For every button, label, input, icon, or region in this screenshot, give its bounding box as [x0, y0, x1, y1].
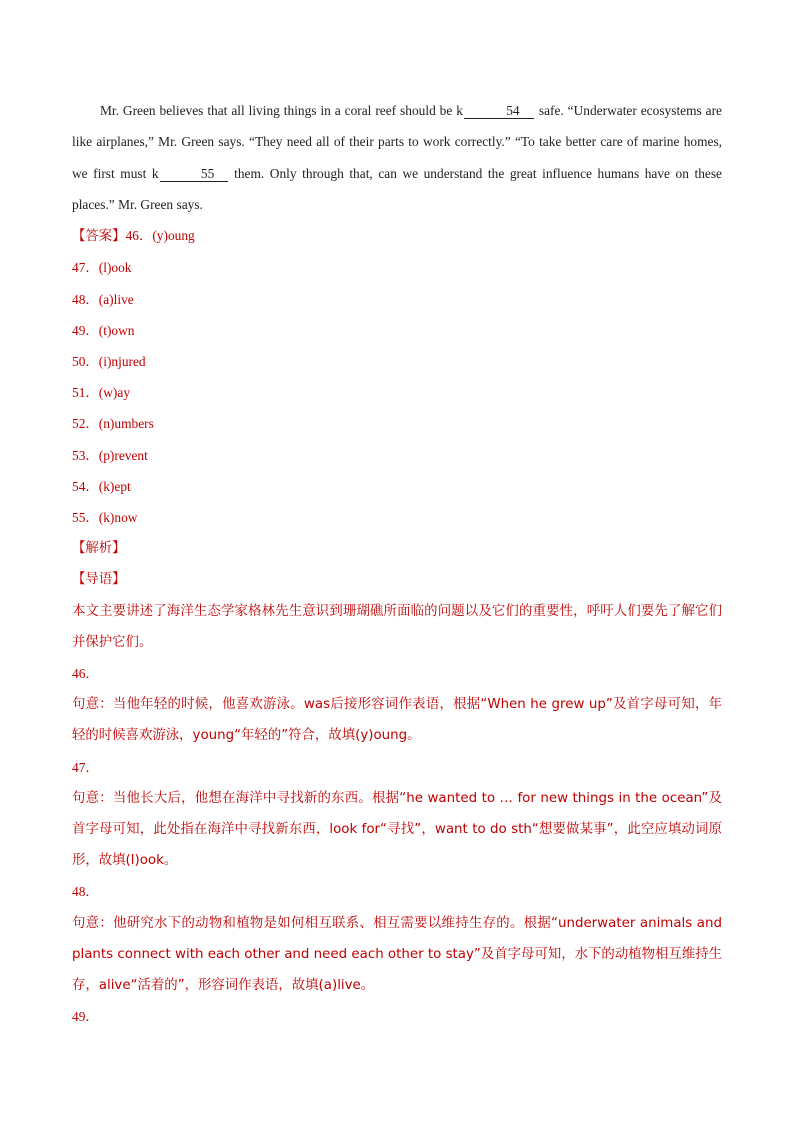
question-number-48: 48． [72, 884, 99, 900]
answer-item: 47．(l)ook [72, 260, 132, 276]
answer-item: 50．(i)njured [72, 354, 146, 369]
answer-item: 55．(k)now [72, 510, 138, 526]
answer-item: 46．(y)oung [125, 228, 195, 244]
answer-label: 【答案】 [72, 229, 126, 245]
explanation-47: 句意：当他长大后，他想在海洋中寻找新的东西。根据“he wanted to … for new things in the ocean”及首字母可知，此处指在海洋中寻找新东西，look for“寻找”，want to do sth“想要做某事”，此空应填动词原形，故填(l)ook。 [72, 790, 722, 869]
blank-55: 55 [160, 167, 228, 182]
passage-paragraph [72, 95, 722, 220]
content-area [72, 95, 722, 1032]
passage-text-1: Mr. Green believes that all living things in a coral reef should be k [100, 103, 463, 118]
intro-text: 本文主要讲述了海洋生态学家格林先生意识到珊瑚礁所面临的问题以及它们的重要性，呼吁人们要先了解它们并保护它们。 [72, 603, 722, 650]
explanation-46: 句意：当他年轻的时候，他喜欢游泳。was后接形容词作表语，根据“When he grew up”及首字母可知，年轻的时候喜欢游泳，young“年轻的”符合，故填(y)oung。 [72, 697, 722, 744]
question-number-46: 46． [72, 666, 99, 682]
passage-text-2: safe. “Underwater ecosystems are like airplanes,” Mr. Green says. “They need all of their parts to work correctly.” “To take better care of marine homes, we first must k [72, 103, 722, 181]
answer-item: 49．(t)own [72, 322, 135, 338]
analysis-label: 【解析】 [72, 541, 126, 557]
answer-item: 54．(k)ept [72, 478, 131, 494]
question-number-47: 47． [72, 759, 99, 775]
answer-item: 51．(w)ay [72, 385, 131, 401]
answer-item: 52．(n)umbers [72, 416, 154, 432]
question-number-49: 49． [72, 1009, 99, 1025]
answer-item: 53．(p)revent [72, 447, 148, 463]
answer-item: 48．(a)live [72, 291, 134, 307]
answer-line-46 [72, 220, 722, 252]
blank-54: 54 [464, 104, 534, 119]
intro-label: 【导语】 [72, 572, 126, 588]
explanation-48: 句意：他研究水下的动物和植物是如何相互联系、相互需要以维持生存的。根据“underwater animals and plants connect with each other and need each other to stay”及首字母可知，水下的动植物相互维持生存，alive“活着的”，形容词作表语，故填(a)live。 [72, 915, 722, 994]
passage-text-3: them. Only through that, can we understand the great influence humans have on these places.” Mr. Green says. [72, 165, 722, 212]
